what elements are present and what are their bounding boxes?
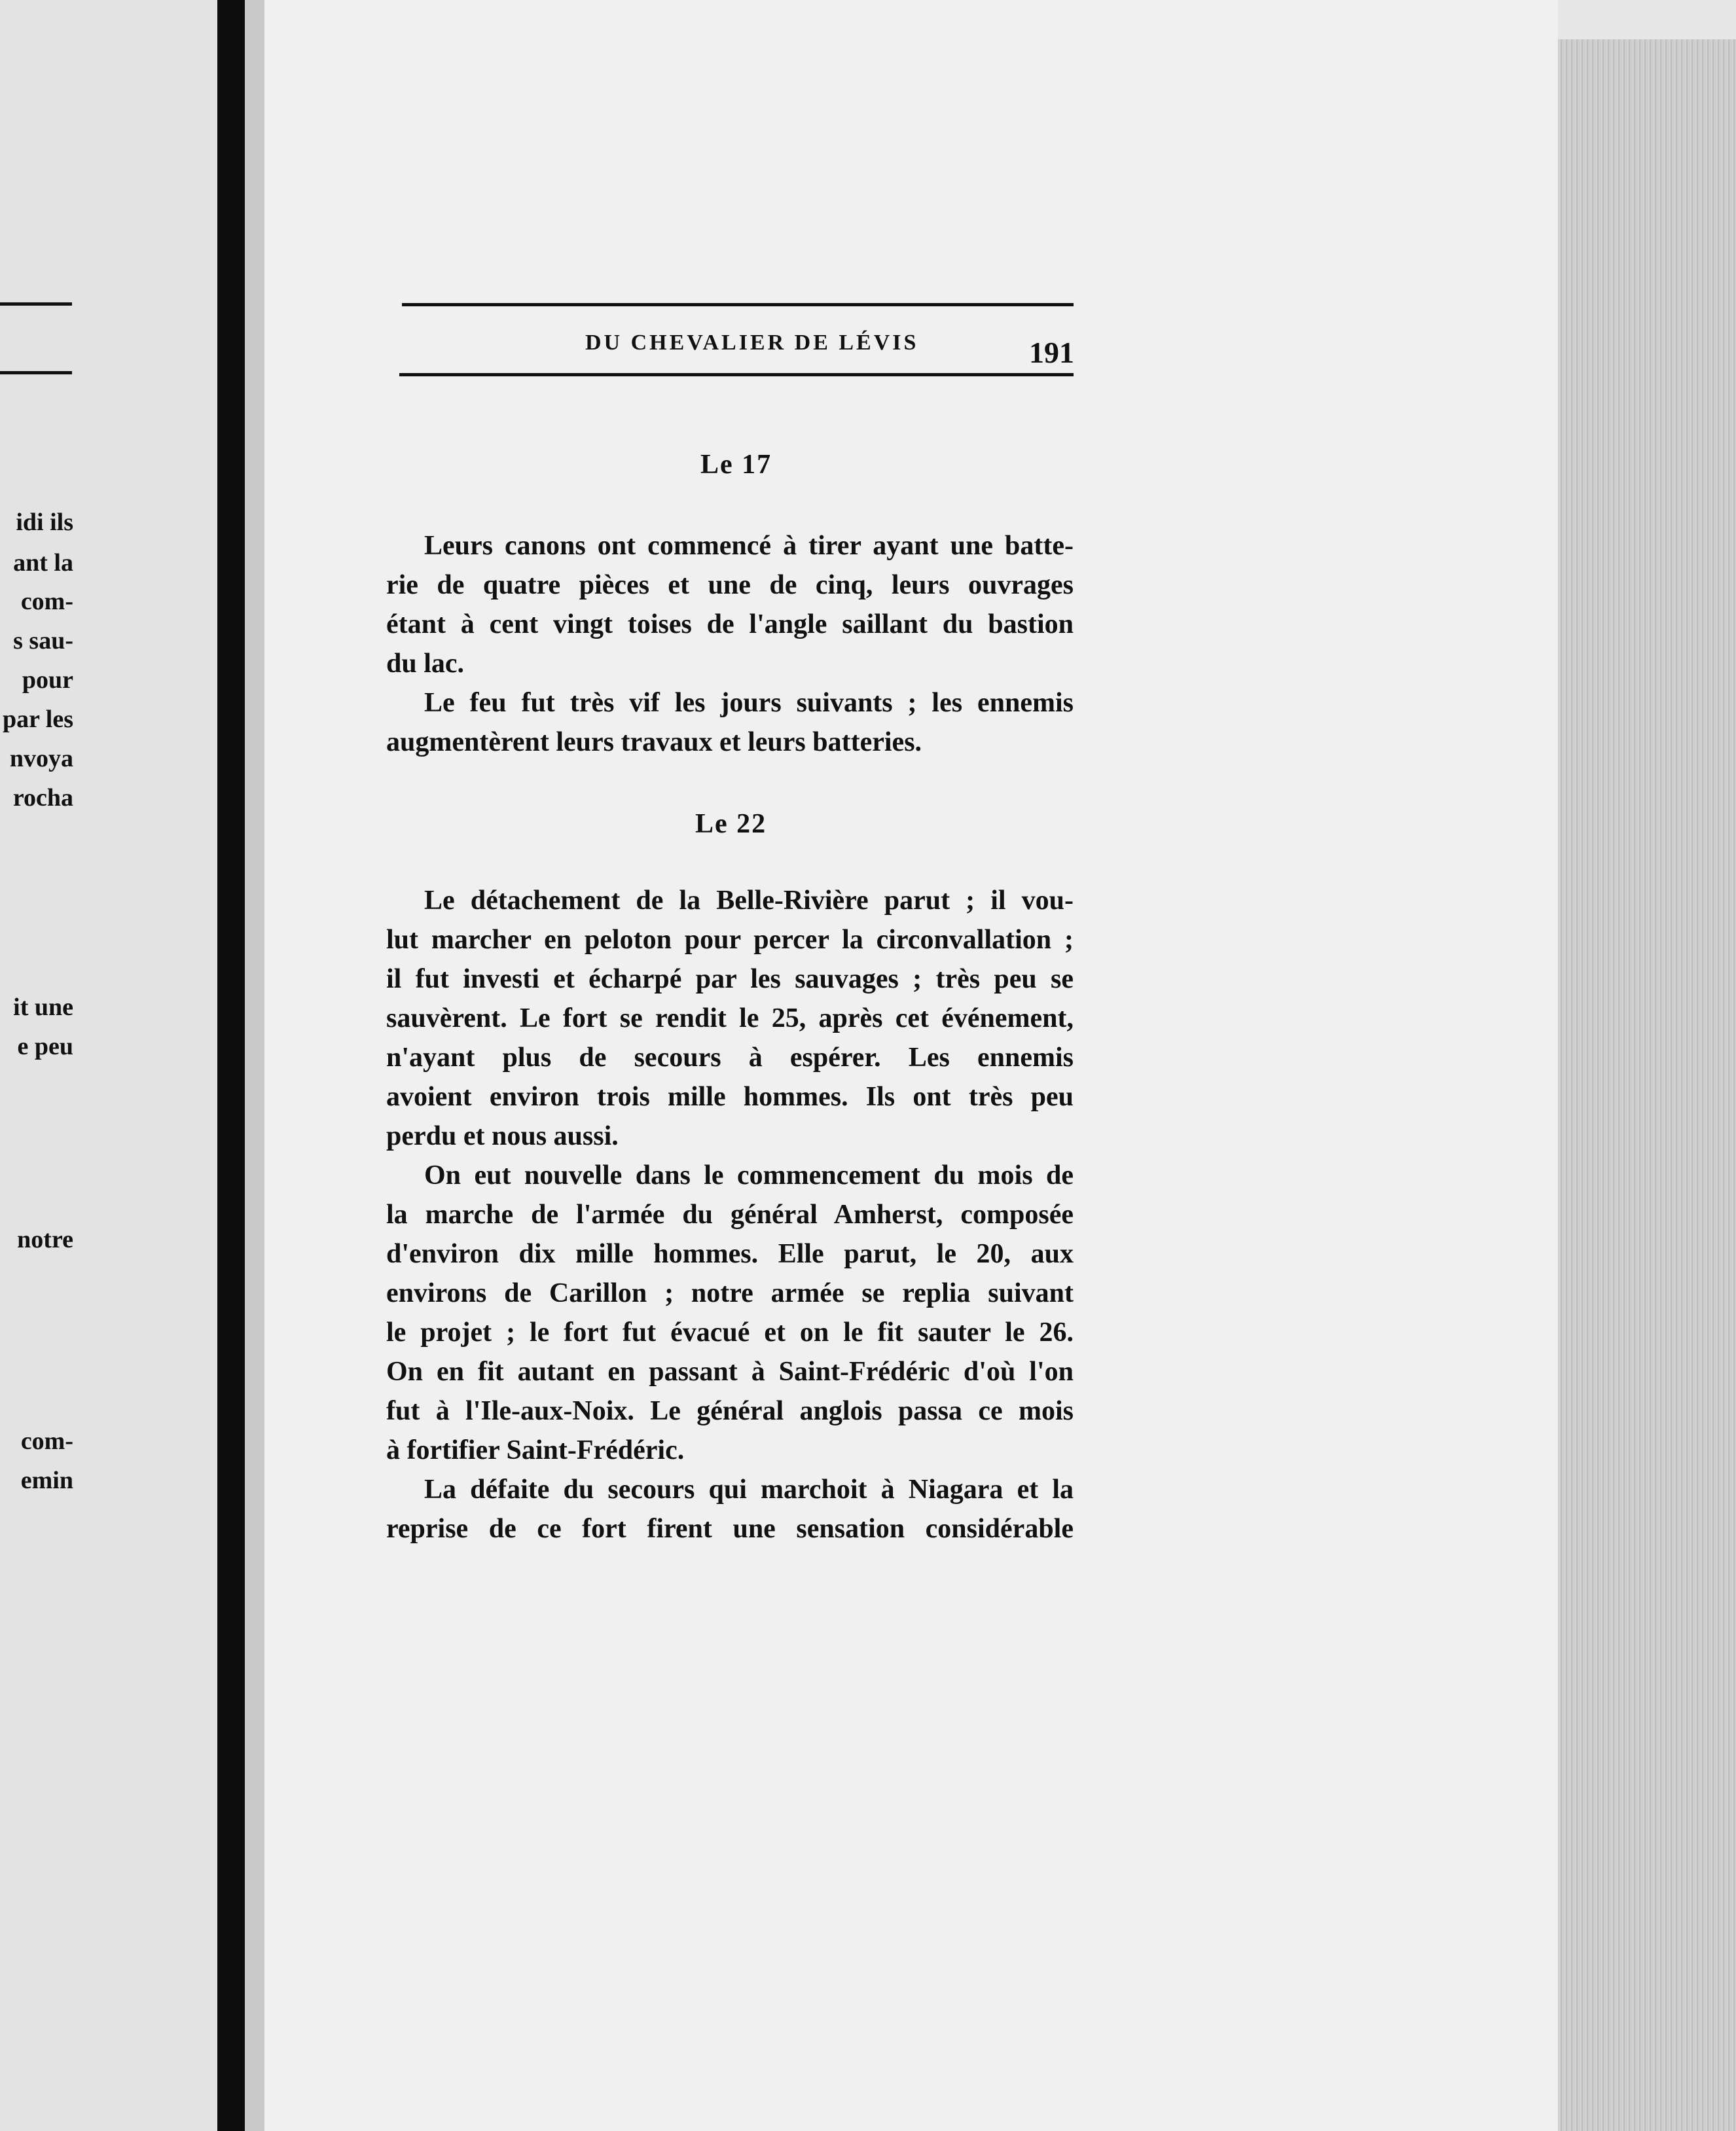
text-line: Leurs canons ont commencé à tirer ayant une batte- bbox=[424, 531, 1074, 561]
text-line: On en fit autant en passant à Saint-Frédéric d'où l'on bbox=[386, 1357, 1074, 1387]
binding-gutter bbox=[217, 0, 245, 2131]
text-line: augmentèrent leurs travaux et leurs batteries. bbox=[386, 727, 922, 757]
text-line: Le détachement de la Belle-Rivière parut ; il vou- bbox=[424, 886, 1074, 916]
section-heading: Le 17 bbox=[700, 450, 772, 480]
text-line: rie de quatre pièces et une de cinq, leurs ouvrages bbox=[386, 570, 1074, 600]
text-line: d'environ dix mille hommes. Elle parut, le 20, aux bbox=[386, 1239, 1074, 1269]
running-head: DU CHEVALIER DE LÉVIS bbox=[585, 331, 919, 355]
page-edges-top bbox=[1558, 0, 1736, 39]
facing-page-line: idi ils bbox=[16, 509, 73, 536]
text-line: La défaite du secours qui marchoit à Niagara et la bbox=[424, 1475, 1074, 1505]
text-line: la marche de l'armée du général Amherst, composée bbox=[386, 1200, 1074, 1230]
text-line: reprise de ce fort firent une sensation considérable bbox=[386, 1514, 1074, 1544]
facing-page-line: s sau- bbox=[13, 627, 73, 654]
page-number: 191 bbox=[1029, 336, 1074, 369]
header-top-rule bbox=[402, 303, 1074, 306]
facing-page-line: notre bbox=[17, 1226, 73, 1253]
text-line: perdu et nous aussi. bbox=[386, 1121, 619, 1151]
facing-page-line: nvoya bbox=[9, 745, 73, 772]
text-line: n'ayant plus de secours à espérer. Les ennemis bbox=[386, 1043, 1074, 1073]
text-line: étant à cent vingt toises de l'angle saillant du bastion bbox=[386, 609, 1074, 639]
gutter-shadow bbox=[245, 0, 264, 2131]
facing-page-line: com- bbox=[20, 1427, 73, 1455]
text-line: Le feu fut très vif les jours suivants ; les ennemis bbox=[424, 688, 1074, 718]
text-line: du lac. bbox=[386, 649, 465, 679]
text-line: environs de Carillon ; notre armée se replia suivant bbox=[386, 1278, 1074, 1308]
facing-page bbox=[0, 0, 217, 2131]
text-line: à fortifier Saint-Frédéric. bbox=[386, 1435, 685, 1465]
facing-page-line: it une bbox=[13, 994, 73, 1021]
facing-page-bottom-rule bbox=[0, 371, 72, 374]
facing-page-top-rule bbox=[0, 302, 72, 306]
facing-page-line: rocha bbox=[12, 784, 73, 812]
facing-page-line: pour bbox=[22, 666, 73, 694]
facing-page-line: emin bbox=[20, 1467, 73, 1494]
text-line: fut à l'Ile-aux-Noix. Le général anglois passa ce mois bbox=[386, 1396, 1074, 1426]
page-block-edges bbox=[1558, 39, 1736, 2131]
facing-page-line: com- bbox=[20, 588, 73, 615]
facing-page-line: e peu bbox=[17, 1033, 73, 1060]
text-line: il fut investi et écharpé par les sauvages ; très peu se bbox=[386, 964, 1074, 994]
text-line: le projet ; le fort fut évacué et on le fit sauter le 26. bbox=[386, 1317, 1074, 1348]
header-bottom-rule bbox=[399, 373, 1074, 376]
facing-page-line: par les bbox=[2, 706, 73, 733]
facing-page-line: ant la bbox=[13, 549, 73, 577]
text-line: sauvèrent. Le fort se rendit le 25, après cet événement, bbox=[386, 1003, 1074, 1033]
text-line: On eut nouvelle dans le commencement du mois de bbox=[424, 1160, 1074, 1191]
text-line: lut marcher en peloton pour percer la circonvallation ; bbox=[386, 925, 1074, 955]
section-heading: Le 22 bbox=[695, 809, 767, 839]
text-line: avoient environ trois mille hommes. Ils ont très peu bbox=[386, 1082, 1074, 1112]
